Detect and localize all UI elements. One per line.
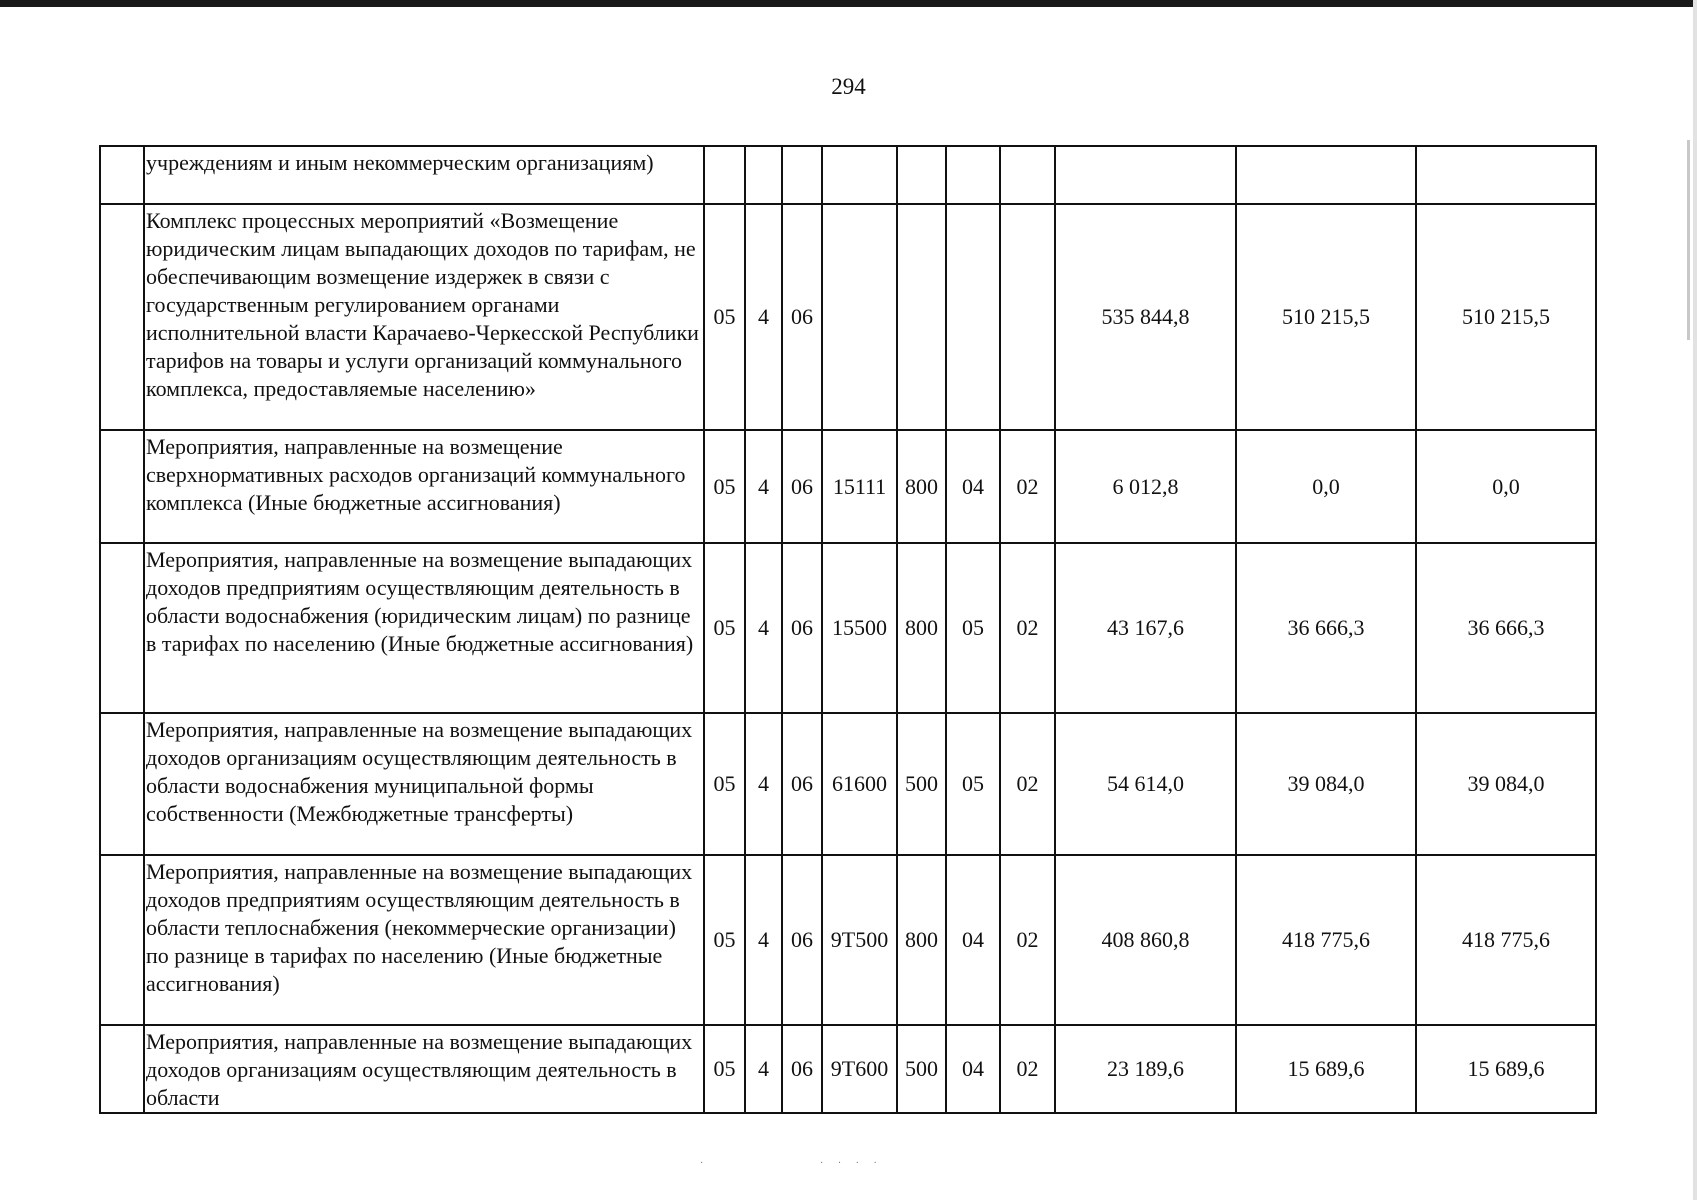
code-cell	[1000, 146, 1055, 204]
code-cell: 04	[946, 1025, 1000, 1113]
code-cell: 02	[1000, 713, 1055, 855]
code-cell: 500	[897, 1025, 946, 1113]
scan-speck: ·	[700, 1158, 710, 1169]
code-cell: 02	[1000, 855, 1055, 1025]
code-cell: 800	[897, 543, 946, 713]
code-cell: 05	[704, 855, 745, 1025]
code-cell	[1000, 204, 1055, 430]
code-cell: 06	[782, 855, 822, 1025]
item-name: учреждениям и иным некоммерческим организациям)	[144, 146, 704, 204]
empty-cell	[100, 1025, 144, 1113]
amount-cell: 39 084,0	[1236, 713, 1416, 855]
table-row	[100, 1025, 1596, 1113]
code-cell	[822, 146, 897, 204]
amount-cell: 0,0	[1416, 430, 1596, 543]
table-row	[100, 713, 1596, 855]
scan-right-shadow	[1687, 140, 1690, 340]
code-cell: 9Т600	[822, 1025, 897, 1113]
amount-cell: 535 844,8	[1055, 204, 1236, 430]
code-cell: 06	[782, 543, 822, 713]
amount-cell: 36 666,3	[1416, 543, 1596, 713]
empty-cell	[100, 146, 144, 204]
item-name: Мероприятия, направленные на возмещение выпадающих доходов организациям осуществляющим деятельность в области	[144, 1025, 704, 1113]
code-cell	[782, 146, 822, 204]
code-cell	[946, 204, 1000, 430]
scan-top-edge	[0, 0, 1697, 7]
scan-speck: · · · ·	[820, 1158, 883, 1169]
code-cell	[745, 146, 782, 204]
amount-cell: 36 666,3	[1236, 543, 1416, 713]
amount-cell: 0,0	[1236, 430, 1416, 543]
amount-cell: 418 775,6	[1416, 855, 1596, 1025]
empty-cell	[100, 430, 144, 543]
code-cell: 02	[1000, 543, 1055, 713]
table-row	[100, 204, 1596, 430]
code-cell: 15500	[822, 543, 897, 713]
amount-cell: 15 689,6	[1416, 1025, 1596, 1113]
budget-table-body	[100, 146, 1596, 1113]
code-cell	[897, 146, 946, 204]
amount-cell	[1055, 146, 1236, 204]
item-name: Мероприятия, направленные на возмещение сверхнормативных расходов организаций коммунального комплекса (Иные бюджетные ассигнования)	[144, 430, 704, 543]
amount-cell: 6 012,8	[1055, 430, 1236, 543]
code-cell: 06	[782, 713, 822, 855]
code-cell: 02	[1000, 1025, 1055, 1113]
code-cell: 05	[704, 713, 745, 855]
item-name: Комплекс процессных мероприятий «Возмещение юридическим лицам выпадающих доходов по тарифам, не обеспечивающим возмещение издержек в связи с государственным регулированием органами исполнительной власти Карачаево-Черкесской Республики тарифов на товары и услуги организаций коммунального комплекса, предоставляемые населению»	[144, 204, 704, 430]
item-name: Мероприятия, направленные на возмещение выпадающих доходов организациям осуществляющим деятельность в области водоснабжения муниципальной формы собственности (Межбюджетные трансферты)	[144, 713, 704, 855]
amount-cell: 15 689,6	[1236, 1025, 1416, 1113]
table-row	[100, 430, 1596, 543]
amount-cell: 408 860,8	[1055, 855, 1236, 1025]
code-cell: 4	[745, 855, 782, 1025]
code-cell: 04	[946, 855, 1000, 1025]
amount-cell	[1236, 146, 1416, 204]
amount-cell: 418 775,6	[1236, 855, 1416, 1025]
code-cell: 9Т500	[822, 855, 897, 1025]
table-row	[100, 543, 1596, 713]
code-cell: 4	[745, 430, 782, 543]
item-name: Мероприятия, направленные на возмещение выпадающих доходов предприятиям осуществляющим деятельность в области теплоснабжения (некоммерческие организации) по разнице в тарифах по населению (Иные бюджетные ассигнования)	[144, 855, 704, 1025]
code-cell: 04	[946, 430, 1000, 543]
code-cell: 800	[897, 855, 946, 1025]
code-cell: 02	[1000, 430, 1055, 543]
code-cell: 4	[745, 204, 782, 430]
code-cell: 4	[745, 1025, 782, 1113]
code-cell	[897, 204, 946, 430]
budget-table	[99, 145, 1597, 1114]
code-cell: 61600	[822, 713, 897, 855]
page-number: 294	[831, 74, 866, 99]
code-cell	[946, 146, 1000, 204]
code-cell: 05	[946, 543, 1000, 713]
code-cell: 4	[745, 713, 782, 855]
code-cell: 800	[897, 430, 946, 543]
table-row	[100, 146, 1596, 204]
code-cell: 05	[704, 1025, 745, 1113]
amount-cell: 23 189,6	[1055, 1025, 1236, 1113]
empty-cell	[100, 855, 144, 1025]
code-cell: 500	[897, 713, 946, 855]
code-cell	[704, 146, 745, 204]
empty-cell	[100, 713, 144, 855]
code-cell: 06	[782, 1025, 822, 1113]
code-cell	[822, 204, 897, 430]
scan-right-edge	[1693, 0, 1697, 1200]
code-cell: 15111	[822, 430, 897, 543]
code-cell: 05	[704, 430, 745, 543]
code-cell: 06	[782, 430, 822, 543]
code-cell: 05	[704, 204, 745, 430]
table-row	[100, 855, 1596, 1025]
code-cell: 06	[782, 204, 822, 430]
item-name: Мероприятия, направленные на возмещение выпадающих доходов предприятиям осуществляющим деятельность в области водоснабжения (юридическим лицам) по разнице в тарифах по населению (Иные бюджетные ассигнования)	[144, 543, 704, 713]
empty-cell	[100, 204, 144, 430]
amount-cell: 43 167,6	[1055, 543, 1236, 713]
code-cell: 4	[745, 543, 782, 713]
amount-cell: 54 614,0	[1055, 713, 1236, 855]
empty-cell	[100, 543, 144, 713]
amount-cell: 39 084,0	[1416, 713, 1596, 855]
amount-cell	[1416, 146, 1596, 204]
code-cell: 05	[704, 543, 745, 713]
code-cell: 05	[946, 713, 1000, 855]
amount-cell: 510 215,5	[1236, 204, 1416, 430]
amount-cell: 510 215,5	[1416, 204, 1596, 430]
